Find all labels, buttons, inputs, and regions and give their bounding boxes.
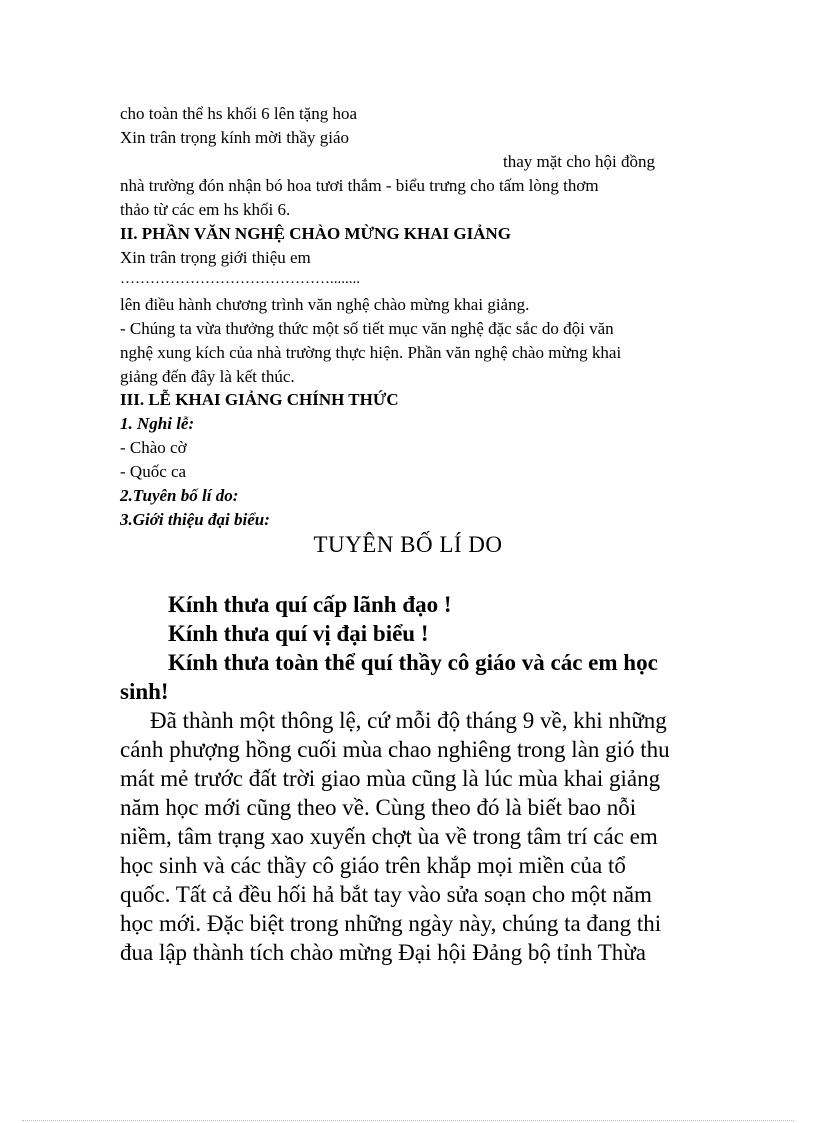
text-line: Xin trân trọng giới thiệu em [120,248,311,267]
list-item: - Chào cờ [120,438,187,457]
subsection-heading: 2.Tuyên bố lí do: [120,486,239,505]
greeting-line: Kính thưa quí vị đại biểu ! [168,621,429,646]
greeting-line: sinh! [120,679,169,704]
greeting-line: Kính thưa toàn thể quí thầy cô giáo và các em học [168,650,658,675]
text-line: Xin trân trọng kính mời thầy giáo [120,128,350,147]
text-line: cho toàn thể hs khối 6 lên tặng hoa [120,104,358,123]
body-line: mát mẻ trước đất trời giao mùa cũng là lúc mùa khai giảng [120,766,661,791]
greeting-line: Kính thưa quí cấp lãnh đạo ! [168,592,452,617]
subsection-heading: 1. Nghi lễ: [120,414,195,433]
list-item: - Quốc ca [120,462,187,481]
page-title: TUYÊN BỐ LÍ DO [313,532,503,557]
subsection-heading: 3.Giới thiệu đại biểu: [120,510,270,529]
dotted-placeholder: ……………………………………........ [120,271,360,287]
text-line: nhà trường đón nhận bó hoa tươi thắm - biểu trưng cho tấm lòng thơm [120,176,599,195]
body-line: quốc. Tất cả đều hối hả bắt tay vào sửa soạn cho một năm [120,882,652,907]
body-line: học sinh và các thầy cô giáo trên khắp mọi miền của tổ [120,853,626,878]
text-line: thay mặt cho hội đồng [503,152,656,171]
body-line: đua lập thành tích chào mừng Đại hội Đảng bộ tỉnh Thừa [120,940,646,965]
section-heading: II. PHẦN VĂN NGHỆ CHÀO MỪNG KHAI GIẢNG [120,224,512,243]
body-line: Đã thành một thông lệ, cứ mỗi độ tháng 9 về, khi những [150,708,667,733]
text-line: lên điều hành chương trình văn nghệ chào mừng khai giảng. [120,295,530,314]
text-line: nghệ xung kích của nhà trường thực hiện. Phần văn nghệ chào mừng khai [120,343,622,362]
body-line: niềm, tâm trạng xao xuyến chợt ùa về trong tâm trí các em [120,824,658,849]
body-line: năm học mới cũng theo về. Cùng theo đó là biết bao nỗi [120,795,637,820]
body-line: cánh phượng hồng cuối mùa chao nghiêng trong làn gió thu [120,737,670,762]
text-line: giảng đến đây là kết thúc. [120,367,295,386]
text-line: - Chúng ta vừa thưởng thức một số tiết mục văn nghệ đặc sắc do đội văn [120,319,614,338]
page-bottom-border [22,1120,794,1121]
section-heading: III. LỄ KHAI GIẢNG CHÍNH THỨC [120,390,399,409]
text-line: thảo từ các em hs khối 6. [120,200,291,219]
body-line: học mới. Đặc biệt trong những ngày này, chúng ta đang thi [120,911,662,936]
